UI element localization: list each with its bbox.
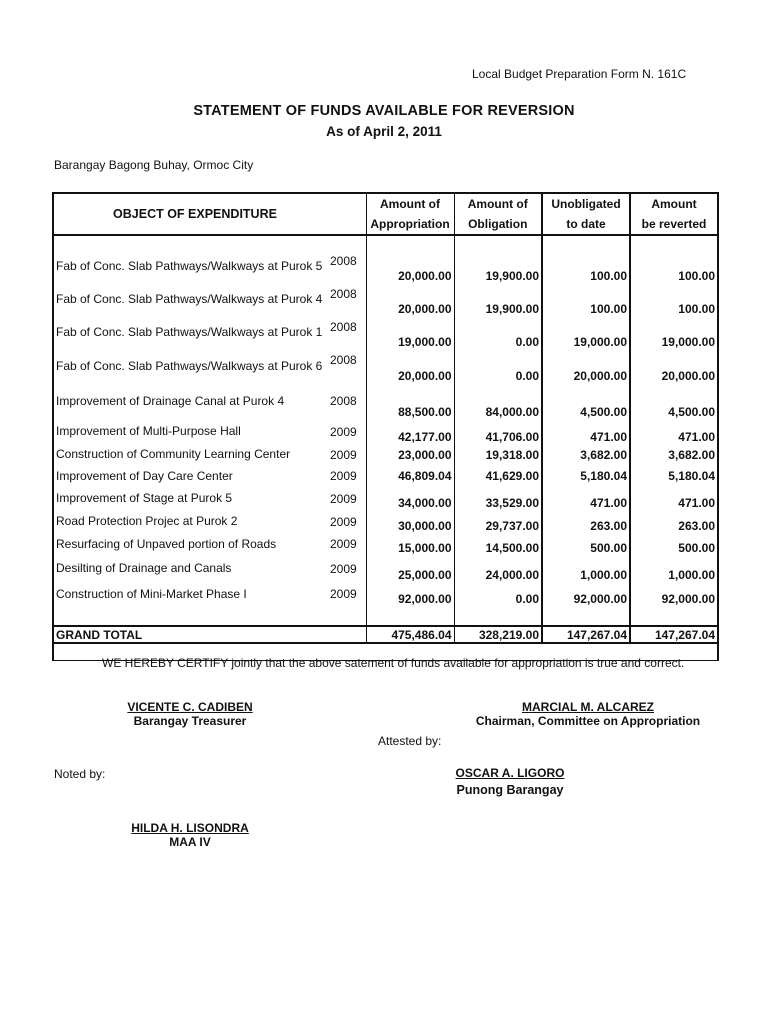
grand-total-label: GRAND TOTAL [53,626,328,643]
table-row: Improvement of Multi-Purpose Hall 2009 42,177.00 41,706.00 471.00 471.00 [53,419,718,444]
attested-label: Attested by: [378,734,442,748]
table-row: Improvement of Stage at Purok 5 2009 34,000.00 33,529.00 471.00 471.00 [53,487,718,510]
punong-role: Punong Barangay [456,783,564,797]
certification-text: WE HEREBY CERTIFY jointly that the above satement of funds available for appropriation is true and correct. [102,656,685,670]
maa-signature [110,821,270,849]
table-row: Desilting of Drainage and Canals 2009 25,000.00 24,000.00 1,000.00 1,000.00 [53,555,718,582]
table-row: Resurfacing of Unpaved portion of Roads 2009 15,000.00 14,500.00 500.00 500.00 [53,533,718,555]
table-row: Fab of Conc. Slab Pathways/Walkways at Purok 1 2008 19,000.00 0.00 19,000.00 19,000.00 [53,316,718,349]
punong-signature [420,766,600,797]
header-object: OBJECT OF EXPENDITURE [53,193,328,235]
header-reverted: Amount be reverted [630,193,718,235]
table-row: Improvement of Drainage Canal at Purok 4 2008 88,500.00 84,000.00 4,500.00 4,500.00 [53,383,718,419]
table-row: Improvement of Day Care Center 2009 46,809.04 41,629.00 5,180.04 5,180.04 [53,465,718,487]
table-row: Road Protection Projec at Purok 2 2009 30,000.00 29,737.00 263.00 263.00 [53,510,718,533]
table-row: Fab of Conc. Slab Pathways/Walkways at Purok 5 2008 20,000.00 19,900.00 100.00 100.00 [53,250,718,283]
chairman-name: MARCIAL M. ALCAREZ [522,700,654,714]
chairman-signature [460,700,716,728]
treasurer-role: Barangay Treasurer [133,714,247,728]
treasurer-signature [110,700,270,728]
chairman-role: Chairman, Committee on Appropriation [475,714,701,728]
document-title: STATEMENT OF FUNDS AVAILABLE FOR REVERSION [193,103,575,119]
header-unobligated: Unobligated to date [542,193,630,235]
funds-table [52,192,719,661]
grand-total-row: GRAND TOTAL 475,486.04 328,219.00 147,267.04 147,267.04 [53,626,718,643]
table-row: Fab of Conc. Slab Pathways/Walkways at Purok 6 2008 20,000.00 0.00 20,000.00 20,000.00 [53,349,718,383]
table-row: Construction of Mini-Market Phase I 2009 92,000.00 0.00 92,000.00 92,000.00 [53,582,718,606]
table-row: Fab of Conc. Slab Pathways/Walkways at Purok 4 2008 20,000.00 19,900.00 100.00 100.00 [53,283,718,316]
barangay-location: Barangay Bagong Buhay, Ormoc City [54,158,254,172]
header-appropriation: Amount of Appropriation [366,193,454,235]
maa-role: MAA IV [169,835,211,849]
document-date: As of April 2, 2011 [326,124,442,139]
header-obligation: Amount of Obligation [454,193,542,235]
form-number: Local Budget Preparation Form N. 161C [472,67,687,81]
table-header-row [53,193,718,235]
maa-name: HILDA H. LISONDRA [131,821,249,835]
punong-name: OSCAR A. LIGORO [455,766,565,780]
treasurer-name: VICENTE C. CADIBEN [127,700,253,714]
table-row: Construction of Community Learning Center 2009 23,000.00 19,318.00 3,682.00 3,682.00 [53,444,718,465]
noted-label: Noted by: [54,767,106,781]
